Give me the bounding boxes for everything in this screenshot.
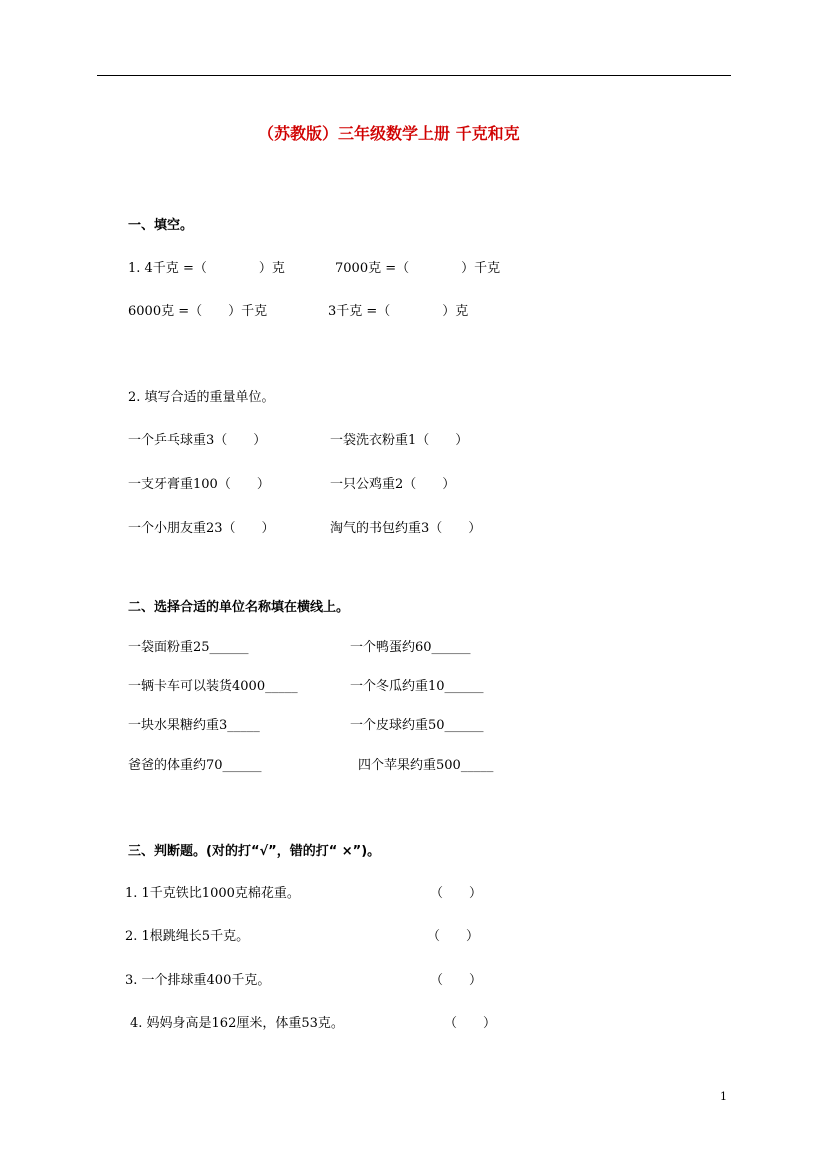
header-rule — [97, 75, 731, 76]
page-number: 1 — [720, 1090, 727, 1103]
q1-item-d: 3千克 =（ ）克 — [328, 304, 469, 319]
q1-item-c: 6000克 =（ ）千克 — [128, 304, 268, 319]
q2-item: 一支牙膏重100（ ） — [128, 477, 270, 492]
q2-item: 一袋洗衣粉重1（ ） — [330, 433, 469, 448]
q2-item: 一个小朋友重23（ ） — [128, 521, 275, 536]
judge-item-blank: （ ） — [444, 1016, 497, 1031]
section3-heading: 三、判断题。(对的打“√”，错的打“ ×”)。 — [128, 844, 381, 859]
section2-item: 爸爸的体重约70______ — [128, 758, 262, 773]
q2-item: 一只公鸡重2（ ） — [330, 477, 456, 492]
section2-item: 一块水果糖约重3_____ — [128, 718, 260, 733]
section2-item: 一袋面粉重25______ — [128, 640, 249, 655]
judge-item-blank: （ ） — [430, 973, 483, 988]
section2-item: 一辆卡车可以装货4000_____ — [128, 679, 298, 694]
q2-prompt: 2. 填写合适的重量单位。 — [128, 390, 275, 405]
q1-item-a: 1. 4千克 =（ ）克 — [128, 261, 285, 276]
section2-item: 四个苹果约重500_____ — [358, 758, 494, 773]
judge-item-text: 1. 1千克铁比1000克棉花重。 — [125, 886, 300, 901]
section2-item: 一个皮球约重50______ — [350, 718, 484, 733]
section2-item: 一个冬瓜约重10______ — [350, 679, 484, 694]
q1-item-b: 7000克 =（ ）千克 — [335, 261, 501, 276]
judge-item-blank: （ ） — [430, 886, 483, 901]
section2-item: 一个鸭蛋约60______ — [350, 640, 471, 655]
judge-item-text: 4. 妈妈身高是162厘米，体重53克。 — [130, 1016, 344, 1031]
section2-heading: 二、选择合适的单位名称填在横线上。 — [128, 600, 350, 615]
judge-item-text: 2. 1根跳绳长5千克。 — [125, 929, 250, 944]
q2-item: 淘气的书包约重3（ ） — [330, 521, 482, 536]
section1-heading: 一、填空。 — [128, 218, 194, 233]
judge-item-blank: （ ） — [427, 929, 480, 944]
q2-item: 一个乒乓球重3（ ） — [128, 433, 267, 448]
judge-item-text: 3. 一个排球重400千克。 — [125, 973, 271, 988]
page-title: （苏教版）三年级数学上册 千克和克 — [258, 124, 520, 143]
